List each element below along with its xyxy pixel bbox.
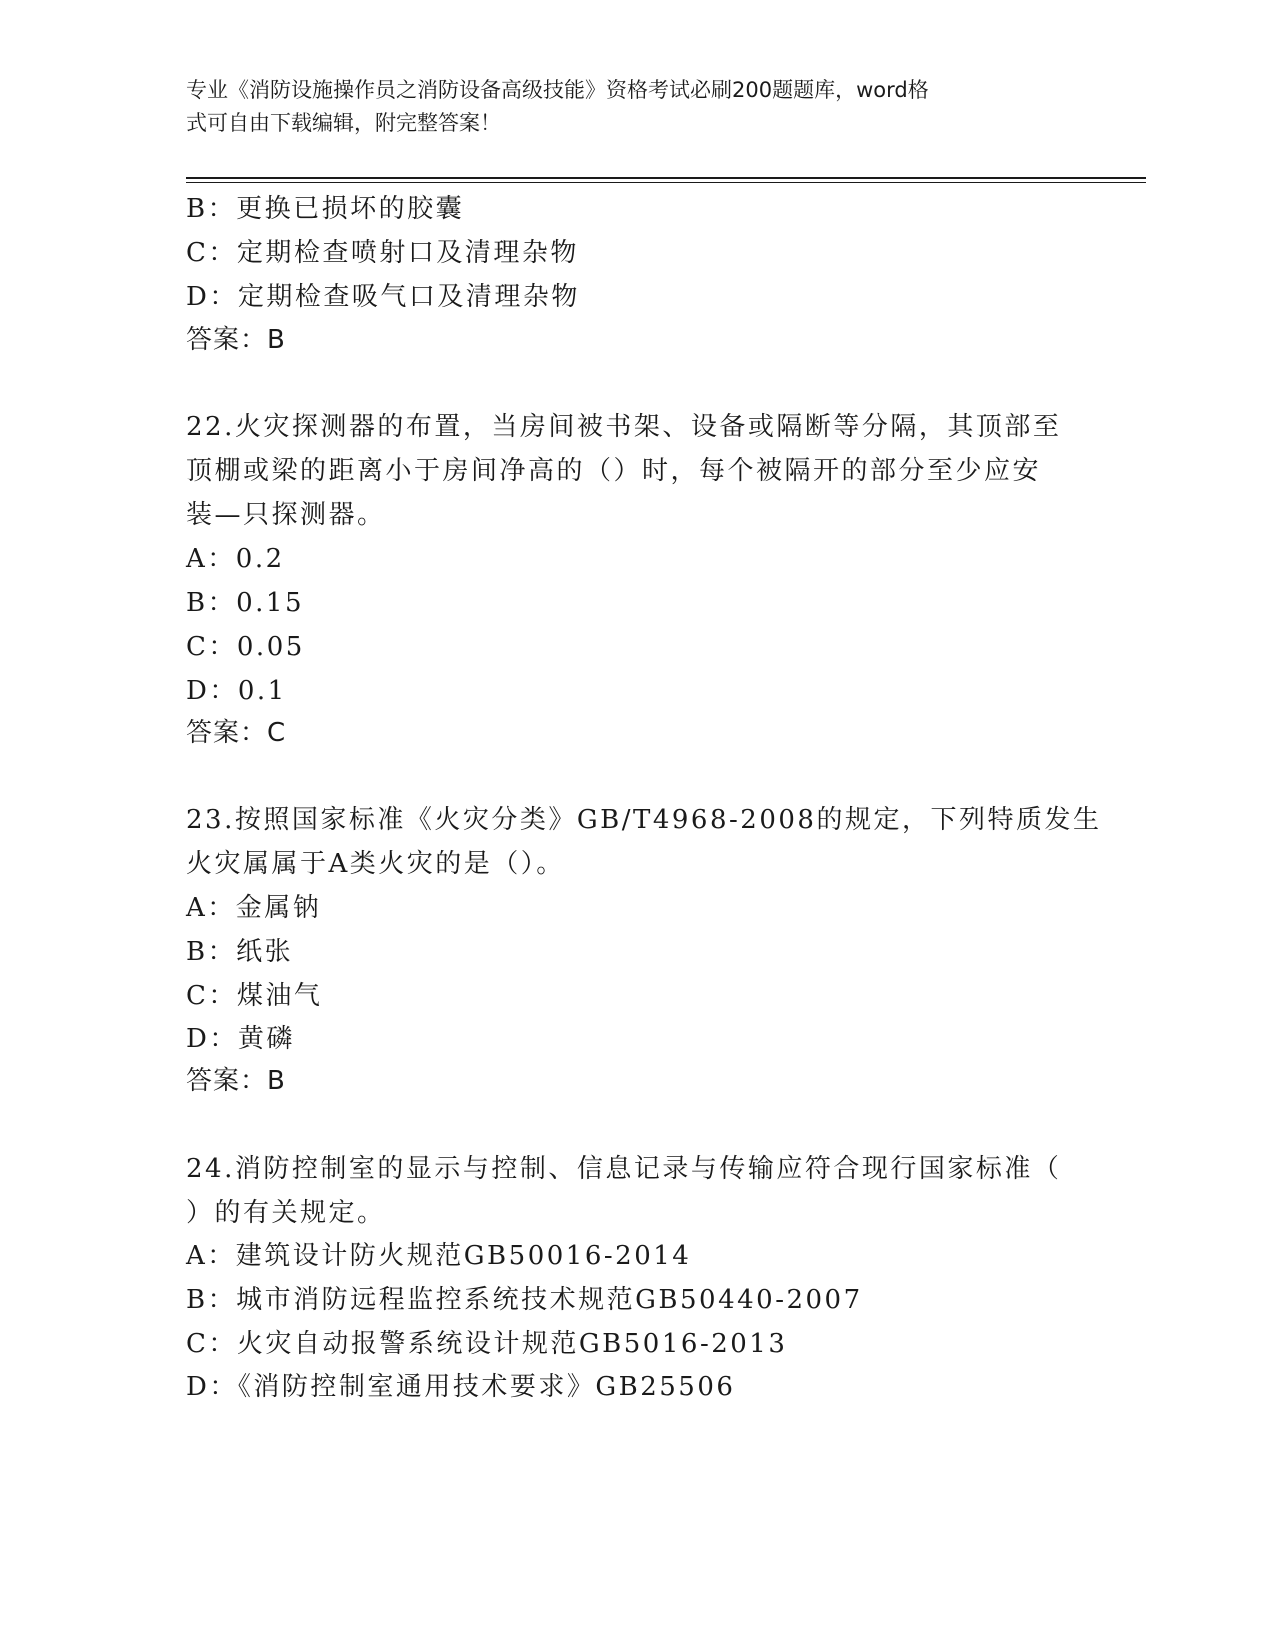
question-24-stem-line-2: ）的有关规定。	[186, 1198, 386, 1228]
header-divider-thick	[186, 177, 1146, 179]
header-line-1: 专业《消防设施操作员之消防设备高级技能》资格考试必刷200题题库，word格	[186, 78, 929, 102]
option-b: B：更换已损坏的胶囊	[186, 194, 465, 224]
header-line-2: 式可自由下载编辑，附完整答案！	[186, 111, 501, 135]
question-23-answer: 答案：B	[186, 1066, 286, 1096]
answer-line: 答案：B	[186, 325, 286, 355]
question-24-option-c: C：火灾自动报警系统设计规范GB5016-2013	[186, 1329, 788, 1359]
question-22-option-b: B：0.15	[186, 588, 304, 618]
document-header	[186, 74, 1066, 140]
question-23-option-b: B：纸张	[186, 937, 294, 967]
question-22-option-a: A：0.2	[186, 544, 285, 574]
question-22-stem-line-2: 顶棚或梁的距离小于房间净高的（）时，每个被隔开的部分至少应安	[186, 456, 1042, 486]
question-23-option-c: C：煤油气	[186, 981, 323, 1011]
question-24-stem-line-1: 24.消防控制室的显示与控制、信息记录与传输应符合现行国家标准（	[186, 1154, 1062, 1184]
question-22-option-c: C：0.05	[186, 632, 305, 662]
question-22-stem-line-3: 装—只探测器。	[186, 500, 386, 530]
question-22-answer: 答案：C	[186, 718, 287, 748]
question-23-stem-line-1: 23.按照国家标准《火灾分类》GB/T4968-2008的规定，下列特质发生	[186, 805, 1102, 835]
question-23-stem-line-2: 火灾属属于A类火灾的是（）。	[186, 849, 565, 879]
question-24-option-b: B：城市消防远程监控系统技术规范GB50440-2007	[186, 1285, 863, 1315]
question-22-option-d: D：0.1	[186, 676, 287, 706]
question-23-option-a: A：金属钠	[186, 893, 322, 923]
option-c: C：定期检查喷射口及清理杂物	[186, 238, 579, 268]
question-23-option-d: D：黄磷	[186, 1024, 295, 1054]
header-divider-thin	[186, 182, 1146, 183]
option-d: D：定期检查吸气口及清理杂物	[186, 282, 580, 312]
question-24-option-a: A：建筑设计防火规范GB50016-2014	[186, 1241, 692, 1271]
question-24-option-d: D：《消防控制室通用技术要求》GB25506	[186, 1372, 736, 1402]
question-22-stem-line-1: 22.火灾探测器的布置，当房间被书架、设备或隔断等分隔，其顶部至	[186, 412, 1062, 442]
